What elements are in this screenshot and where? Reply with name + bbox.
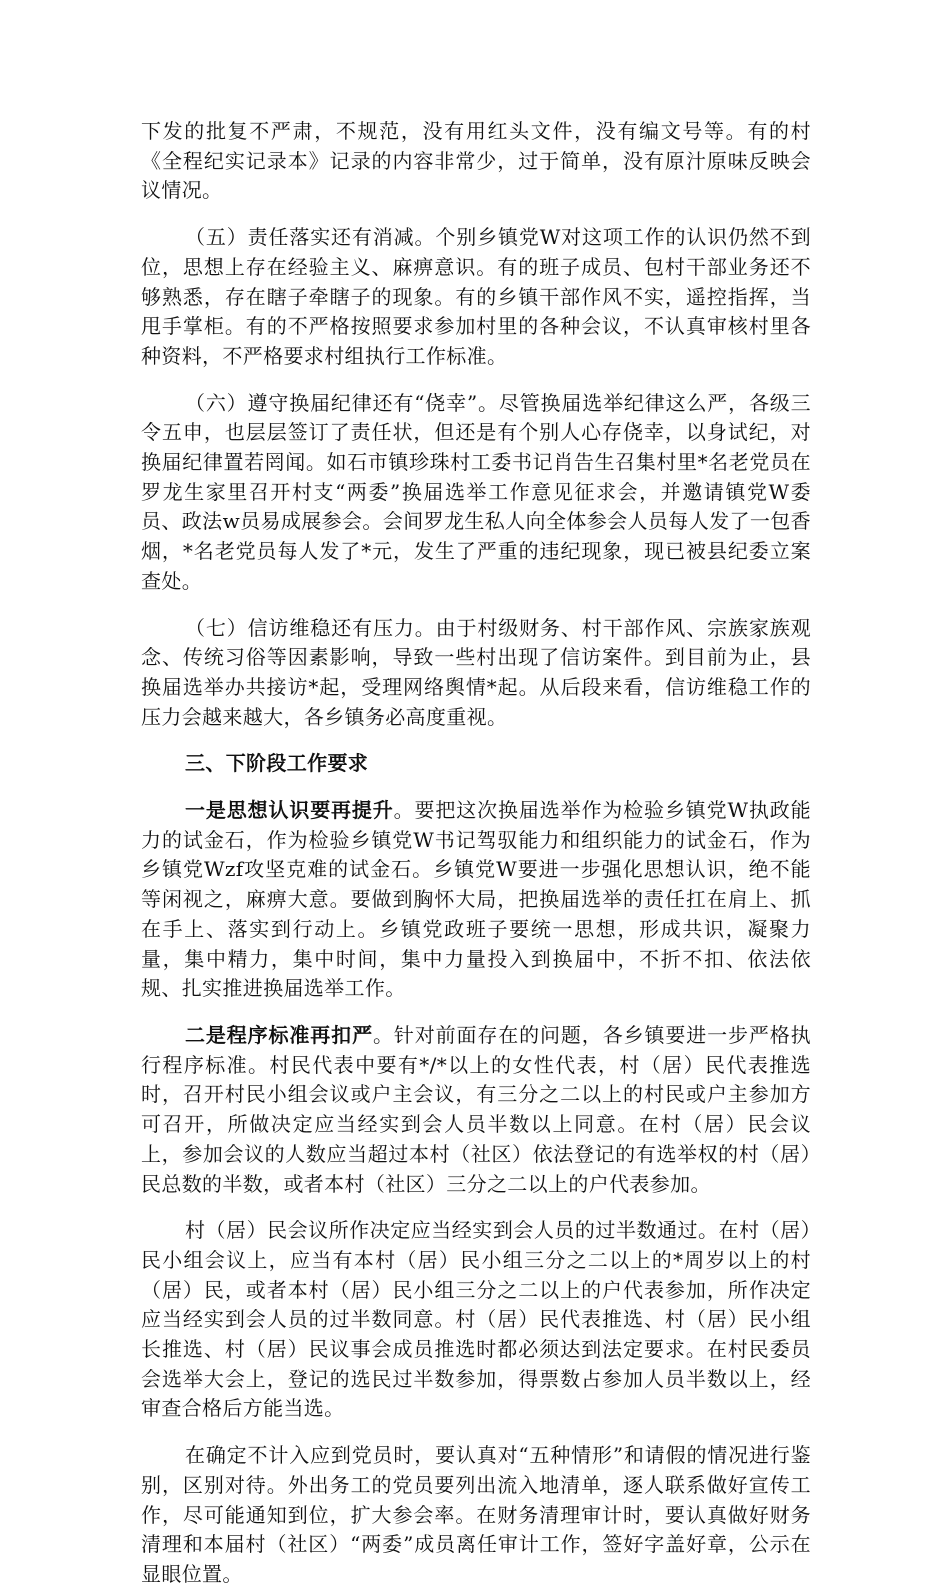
paragraph-party-members: 在确定不计入应到党员时，要认真对“五种情形”和请假的情况进行鉴别，区别对待。外出务工的党员要列出流入地清单，逐人联系做好宣传工作，尽可能通知到位，扩大参会率。在财务清理审计时，要认真做好财务清理和本届村（社区）“两委”成员离任审计工作，签好字盖好章，公示在显眼位置。 (141, 1443, 811, 1586)
section-heading-next-stage: 三、下阶段工作要求 (185, 751, 369, 776)
paragraph-ideology-body: 。要把这次换届选举作为检验乡镇党W执政能力的试金石，作为检验乡镇党W书记驾驭能力和组织能力的试金石，作为乡镇党Wzf攻坚克难的试金石。乡镇党W要进一步强化思想认识，绝不能等闲视之，麻痹大意。要做到胸怀大局，把换届选举的责任扛在肩上、抓在手上、落实到行动上。乡镇党政班子要统一思想，形成共识，凝聚力量，集中精力，集中时间，集中力量投入到换届中，不折不扣、依法依规、扎实推进换届选举工作。 (141, 798, 811, 1001)
paragraph-continued: 下发的批复不严肃，不规范，没有用红头文件，没有编文号等。有的村《全程纪实记录本》记录的内容非常少，过于简单，没有原汁原味反映会议情况。 (141, 119, 811, 203)
paragraph-petition: （七）信访维稳还有压力。由于村级财务、村干部作风、宗族家族观念、传统习俗等因素影响，导致一些村出现了信访案件。到目前为止，县换届选举办共接访*起，受理网络舆情*起。从后段来看，信访维稳工作的压力会越来越大，各乡镇务必高度重视。 (141, 615, 811, 729)
paragraph-meeting-rules: 村（居）民会议所作决定应当经实到会人员的过半数通过。在村（居）民小组会议上，应当有本村（居）民小组三分之二以上的*周岁以上的村（居）民，或者本村（居）民小组三分之二以上的户代表参加，所作决定应当经实到会人员的过半数同意。村（居）民代表推选、村（居）民小组长推选、村（居）民议事会成员推选时都必须达到法定要求。在村民委员会选举大会上，登记的选民过半数参加，得票数占参加人员半数以上，经审查合格后方能当选。 (141, 1218, 811, 1421)
paragraph-ideology (141, 796, 811, 1004)
paragraph-responsibility: （五）责任落实还有消减。个别乡镇党W对这项工作的认识仍然不到位，思想上存在经验主义、麻痹意识。有的班子成员、包村干部业务还不够熟悉，存在瞎子牵瞎子的现象。有的乡镇干部作风不实，遥控指挥，当甩手掌柜。有的不严格按照要求参加村里的各种会议，不认真审核村里各种资料，不严格要求村组执行工作标准。 (141, 225, 811, 368)
paragraph-procedure (141, 1021, 811, 1199)
paragraph-procedure-body: 。针对前面存在的问题，各乡镇要进一步严格执行程序标准。村民代表中要有*/*以上的女性代表，村（居）民代表推选时，召开村民小组会议或户主会议，有三分之二以上的村民或户主参加方可召开，所做决定应当经实到会人员半数以上同意。在村（居）民会议上，参加会议的人数应当超过本村（社区）依法登记的有选举权的村（居）民总数的半数，或者本村（社区）三分之二以上的户代表参加。 (141, 1022, 811, 1196)
paragraph-procedure-lead: 二是程序标准再扣严 (185, 1022, 373, 1047)
paragraph-discipline: （六）遵守换届纪律还有“侥幸”。尽管换届选举纪律这么严，各级三令五申，也层层签订了责任状，但还是有个别人心存侥幸，以身试纪，对换届纪律置若罔闻。如石市镇珍珠村工委书记肖告生召集村里*名老党员在罗龙生家里召开村支“两委”换届选举工作意见征求会，并邀请镇党W委员、政法w员易成展参会。会间罗龙生私人向全体参会人员每人发了一包香烟，*名老党员每人发了*元，发生了严重的违纪现象，现已被县纪委立案查处。 (141, 390, 811, 593)
paragraph-ideology-lead: 一是思想认识要再提升 (185, 798, 394, 823)
